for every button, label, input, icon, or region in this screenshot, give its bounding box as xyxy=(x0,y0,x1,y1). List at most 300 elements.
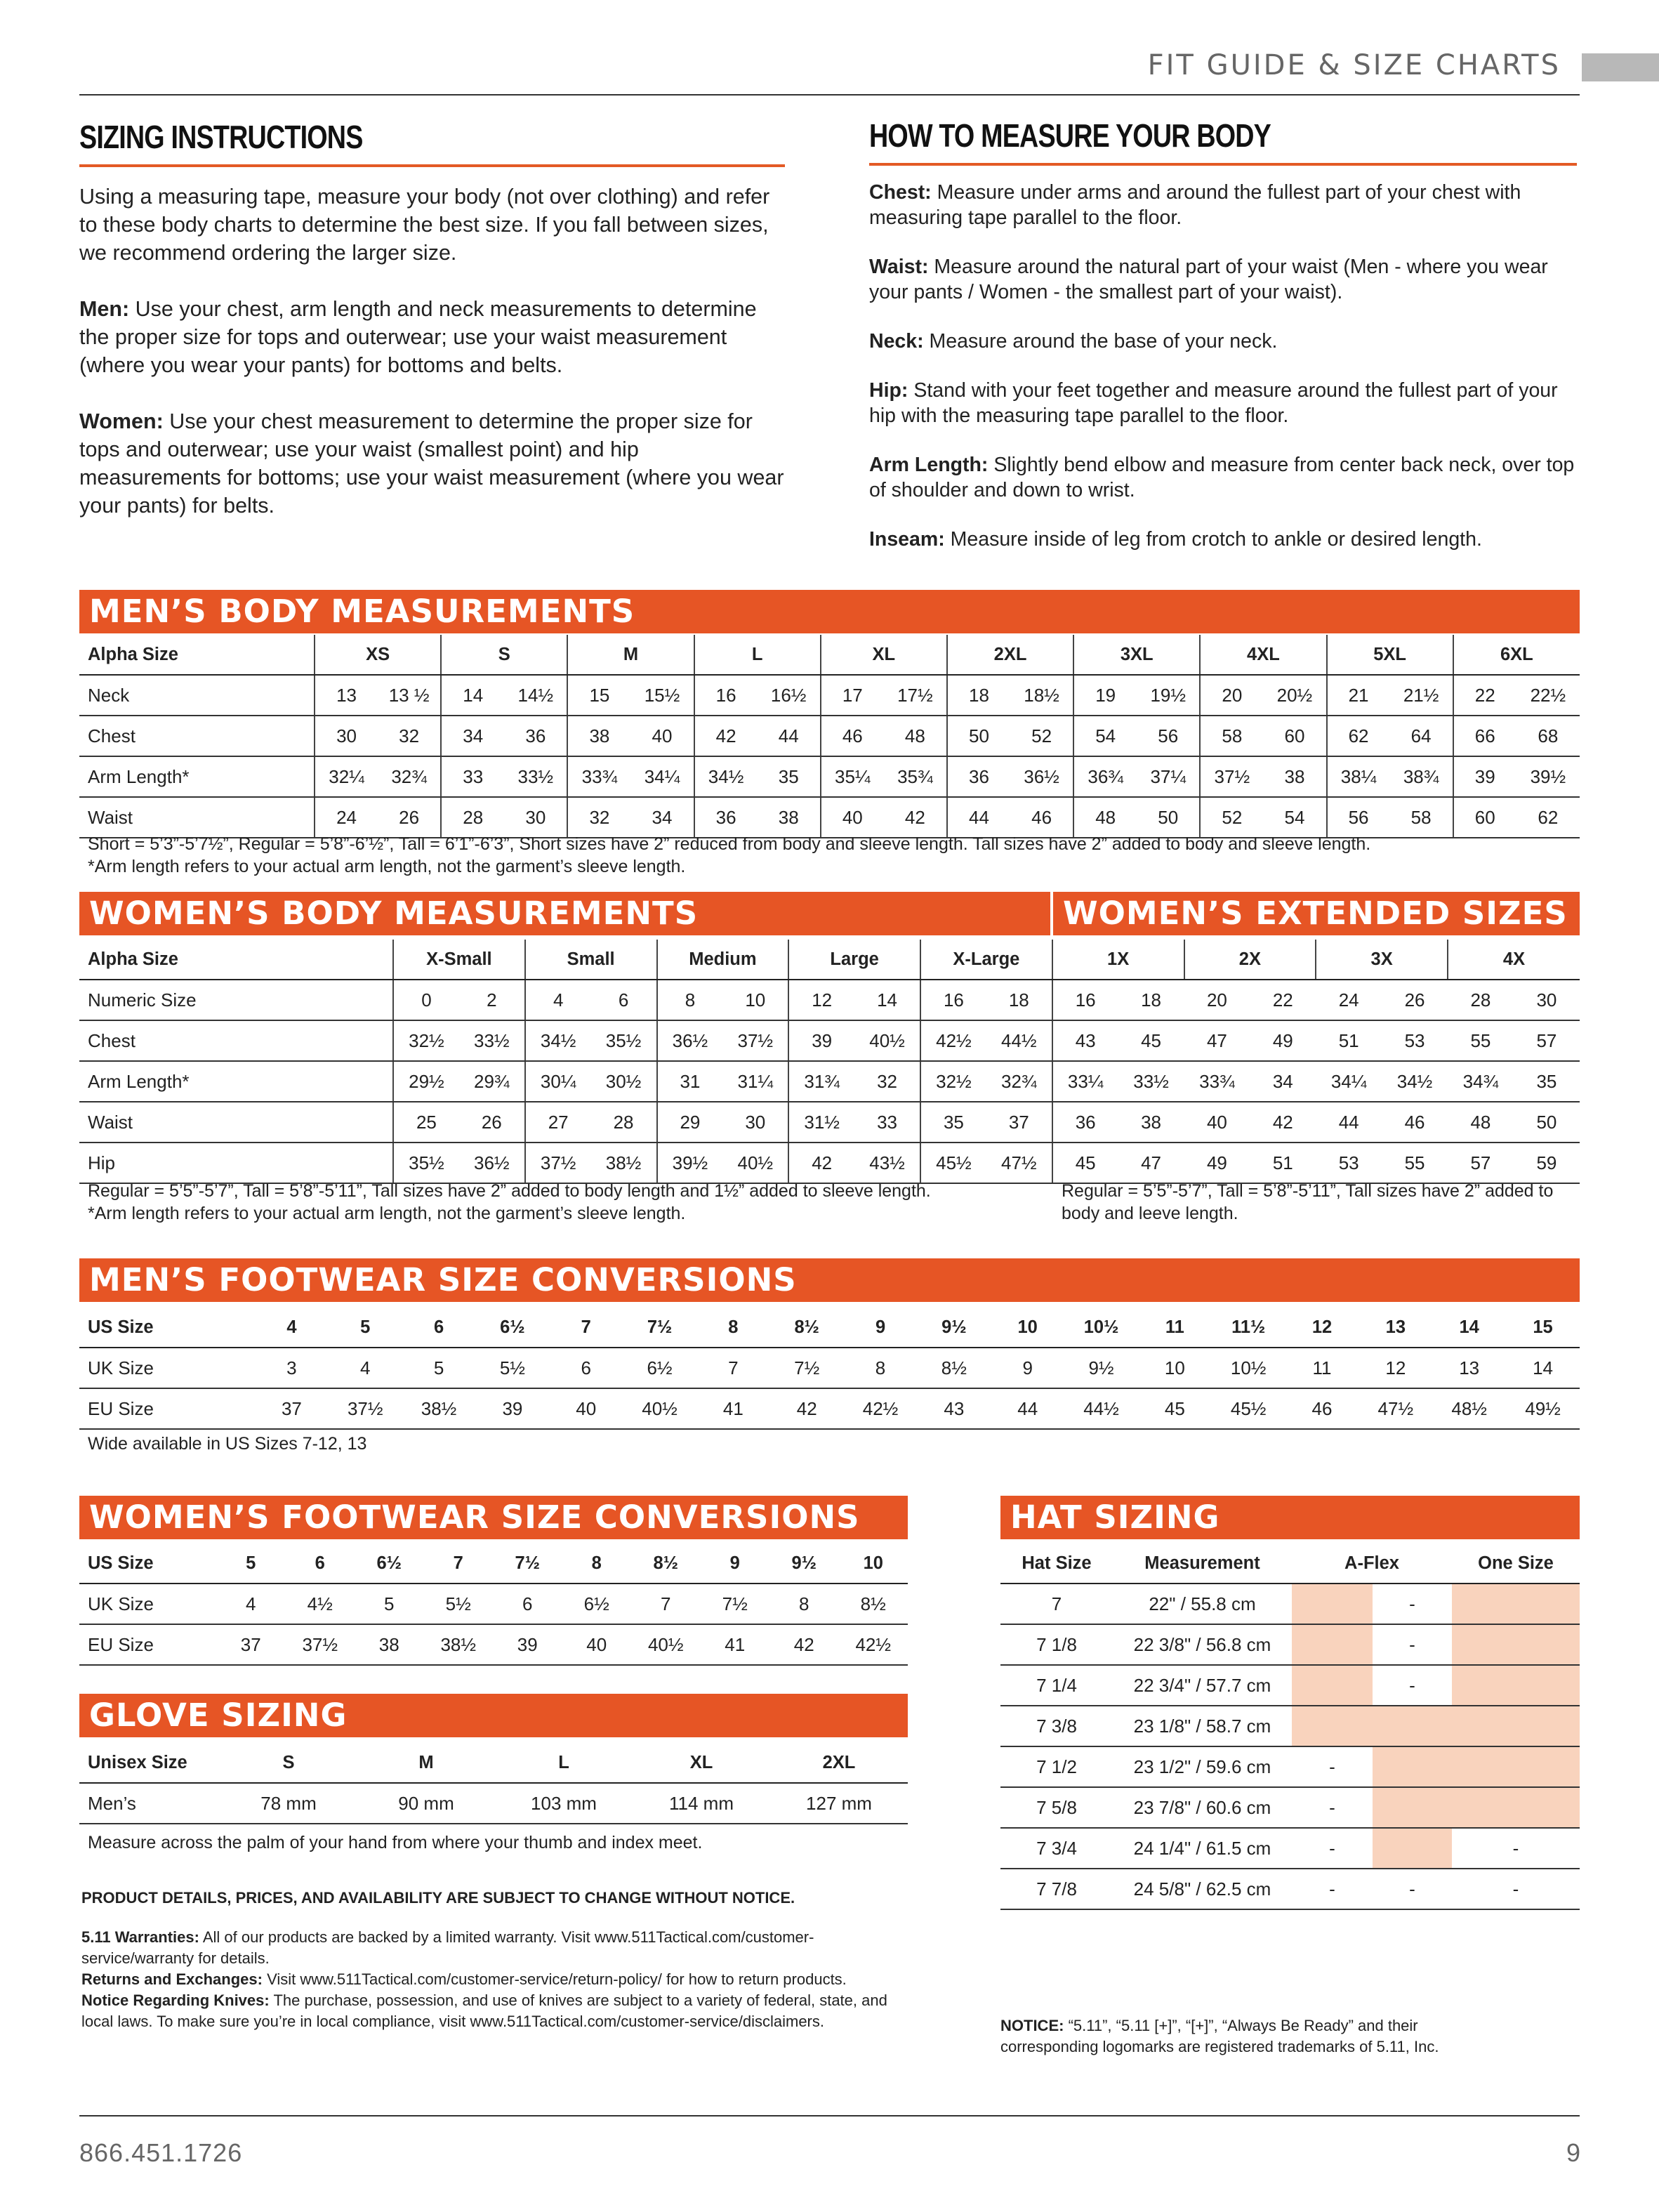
table-cell: 48 xyxy=(884,716,947,756)
hat-one-size: - xyxy=(1452,1869,1580,1909)
size-header: Medium xyxy=(657,940,789,980)
table-cell: 13 xyxy=(315,675,378,716)
extended-cell: 35 xyxy=(1514,1061,1580,1102)
table-cell: 25 xyxy=(393,1102,459,1143)
table-cell: 39 xyxy=(475,1388,549,1429)
sizing-heading: SIZING INSTRUCTIONS xyxy=(79,119,363,155)
extended-cell: 40 xyxy=(1184,1102,1250,1143)
table-cell: 38 xyxy=(758,797,821,838)
womens-body-notes xyxy=(88,1180,1050,1225)
row-label: US Size xyxy=(79,1308,255,1348)
size-header: S xyxy=(220,1743,357,1783)
hat-one-size xyxy=(1452,1746,1580,1787)
extended-cell: 53 xyxy=(1316,1143,1382,1183)
table-cell: 56 xyxy=(1137,716,1200,756)
table-cell: 44 xyxy=(947,797,1010,838)
hat-aflex-a: - xyxy=(1292,1787,1373,1828)
table-cell: 40½ xyxy=(623,1388,696,1429)
table-cell: 35¼ xyxy=(821,756,884,797)
table-cell: 40 xyxy=(562,1624,632,1665)
table-cell: 37½ xyxy=(722,1020,788,1061)
table-cell: 41 xyxy=(696,1388,770,1429)
extended-cell: 45 xyxy=(1052,1143,1118,1183)
table-cell: 39 xyxy=(788,1020,854,1061)
table-cell: 2 xyxy=(459,980,525,1020)
hat-size: 7 7/8 xyxy=(1000,1869,1113,1909)
size-header: 3XL xyxy=(1073,635,1200,675)
table-cell: 38 xyxy=(355,1624,424,1665)
table-cell: 45½ xyxy=(920,1143,986,1183)
table-cell: 48 xyxy=(1073,797,1137,838)
table-cell: 43 xyxy=(917,1388,991,1429)
table-cell: 33½ xyxy=(504,756,567,797)
table-cell: 28 xyxy=(591,1102,657,1143)
table-cell: 68 xyxy=(1516,716,1580,756)
table-cell: 7½ xyxy=(623,1308,696,1348)
table-cell: 13 xyxy=(1359,1308,1432,1348)
table-cell: 43½ xyxy=(854,1143,920,1183)
table-cell: 34½ xyxy=(694,756,758,797)
table-cell: 11 xyxy=(1285,1348,1359,1388)
table-cell: 66 xyxy=(1453,716,1516,756)
hat-aflex-a xyxy=(1292,1584,1373,1624)
table-cell: 37½ xyxy=(329,1388,402,1429)
table-cell: 48½ xyxy=(1432,1388,1506,1429)
table-cell: 32 xyxy=(378,716,441,756)
hat-measure: 23 7/8" / 60.6 cm xyxy=(1113,1787,1292,1828)
glove-header-label: Unisex Size xyxy=(79,1743,220,1783)
table-cell: 15 xyxy=(1506,1308,1580,1348)
table-cell: 13 xyxy=(1432,1348,1506,1388)
extended-cell: 47 xyxy=(1184,1020,1250,1061)
table-cell: 50 xyxy=(947,716,1010,756)
table-cell: 42½ xyxy=(920,1020,986,1061)
table-cell: 10 xyxy=(1138,1348,1212,1388)
legal-caps: PRODUCT DETAILS, PRICES, AND AVAILABILITY ARE SUBJECT TO CHANGE WITHOUT NOTICE. xyxy=(81,1889,795,1907)
size-header: Small xyxy=(525,940,657,980)
hat-aflex-b: - xyxy=(1373,1624,1452,1665)
row-label: UK Size xyxy=(79,1584,216,1624)
hat-one-size xyxy=(1452,1706,1580,1746)
mens-footwear-banner: MEN’S FOOTWEAR SIZE CONVERSIONS xyxy=(79,1258,1580,1302)
hat-header-aflex: A-Flex xyxy=(1292,1543,1452,1584)
table-cell: 17½ xyxy=(884,675,947,716)
row-label: UK Size xyxy=(79,1348,255,1388)
table-cell: 10 xyxy=(722,980,788,1020)
table-row xyxy=(1000,1584,1580,1624)
table-cell: 8½ xyxy=(917,1348,991,1388)
table-cell: 36 xyxy=(504,716,567,756)
table-cell: 8½ xyxy=(839,1584,908,1624)
table-cell: 64 xyxy=(1390,716,1453,756)
table-cell: 39 xyxy=(1453,756,1516,797)
table-cell: 54 xyxy=(1263,797,1326,838)
glove-banner: GLOVE SIZING xyxy=(79,1694,908,1737)
hat-header-size: Hat Size xyxy=(1000,1543,1113,1584)
extended-size-header: 3X xyxy=(1316,940,1448,980)
womens-body-table xyxy=(79,940,1580,1184)
table-cell: 0 xyxy=(393,980,459,1020)
table-cell: 11 xyxy=(1138,1308,1212,1348)
table-cell: 21 xyxy=(1327,675,1390,716)
table-cell: 38½ xyxy=(402,1388,476,1429)
table-cell: 35½ xyxy=(393,1143,459,1183)
table-cell: 8½ xyxy=(770,1308,844,1348)
hat-aflex-b xyxy=(1373,1828,1452,1869)
size-header: X-Large xyxy=(920,940,1052,980)
table-row xyxy=(79,1308,1580,1348)
table-cell: 42 xyxy=(694,716,758,756)
legal-warranty: 5.11 Warranties: All of our products are backed by a limited warranty. Visit www.511Tactical.com/customer-service/warranty for details. xyxy=(81,1928,814,1967)
hat-banner: HAT SIZING xyxy=(1000,1496,1580,1539)
table-row xyxy=(79,1624,908,1665)
table-cell: 34 xyxy=(630,797,694,838)
table-cell: 45 xyxy=(1138,1388,1212,1429)
hat-table xyxy=(1000,1543,1580,1910)
extended-cell: 45 xyxy=(1118,1020,1184,1061)
size-header: M xyxy=(357,1743,495,1783)
table-cell: 40 xyxy=(821,797,884,838)
table-cell: 35 xyxy=(758,756,821,797)
table-cell: 38 xyxy=(567,716,630,756)
extended-cell: 57 xyxy=(1514,1020,1580,1061)
howto-rule xyxy=(869,163,1577,166)
row-label: Arm Length* xyxy=(79,756,315,797)
table-cell: 8 xyxy=(657,980,723,1020)
table-cell: 52 xyxy=(1010,716,1073,756)
footer-phone: 866.451.1726 xyxy=(79,2138,243,2167)
mens-body-banner: MEN’S BODY MEASUREMENTS xyxy=(79,590,1580,633)
table-cell: 4½ xyxy=(286,1584,355,1624)
sizing-intro: Using a measuring tape, measure your body (not over clothing) and refer to these body charts to determine the best size. If you fall between sizes, we recommend ordering the larger size. xyxy=(79,185,770,265)
how-to-measure xyxy=(869,117,1577,576)
table-cell: 29½ xyxy=(393,1061,459,1102)
table-cell: 44 xyxy=(758,716,821,756)
glove-table xyxy=(79,1743,908,1824)
table-cell: 38½ xyxy=(591,1143,657,1183)
table-cell: 40½ xyxy=(631,1624,701,1665)
size-header: L xyxy=(495,1743,633,1783)
table-cell: 42 xyxy=(770,1388,844,1429)
table-cell: 39½ xyxy=(657,1143,723,1183)
extended-cell: 50 xyxy=(1514,1102,1580,1143)
hat-aflex-b xyxy=(1373,1706,1452,1746)
extended-cell: 26 xyxy=(1382,980,1448,1020)
table-cell: 18 xyxy=(986,980,1052,1020)
table-cell: 6 xyxy=(591,980,657,1020)
table-cell: 36 xyxy=(694,797,758,838)
hat-size: 7 1/2 xyxy=(1000,1746,1113,1787)
header-divider xyxy=(79,94,1580,96)
extended-cell: 28 xyxy=(1448,980,1514,1020)
table-cell: 7 xyxy=(631,1584,701,1624)
table-row xyxy=(79,1102,1580,1143)
table-cell: 60 xyxy=(1453,797,1516,838)
hat-aflex-a xyxy=(1292,1665,1373,1706)
table-cell: 9½ xyxy=(1064,1348,1138,1388)
table-cell: 6½ xyxy=(355,1543,424,1584)
table-cell: 35½ xyxy=(591,1020,657,1061)
hat-size: 7 1/4 xyxy=(1000,1665,1113,1706)
hat-measure: 24 5/8" / 62.5 cm xyxy=(1113,1869,1292,1909)
hat-one-size: - xyxy=(1452,1828,1580,1869)
table-row xyxy=(1000,1706,1580,1746)
table-cell: 37 xyxy=(986,1102,1052,1143)
extended-cell: 20 xyxy=(1184,980,1250,1020)
table-cell: 46 xyxy=(821,716,884,756)
table-cell: 26 xyxy=(378,797,441,838)
hat-size: 7 xyxy=(1000,1584,1113,1624)
table-cell: 31¼ xyxy=(722,1061,788,1102)
extended-cell: 51 xyxy=(1316,1020,1382,1061)
table-cell: 9 xyxy=(991,1348,1064,1388)
table-row xyxy=(79,1584,908,1624)
table-cell: 28 xyxy=(441,797,504,838)
table-cell: 6½ xyxy=(562,1584,632,1624)
table-cell: 19½ xyxy=(1137,675,1200,716)
table-row xyxy=(79,716,1580,756)
table-cell: 42½ xyxy=(844,1388,918,1429)
table-cell: 8 xyxy=(844,1348,918,1388)
hat-one-size xyxy=(1452,1665,1580,1706)
table-cell: 39½ xyxy=(1516,756,1580,797)
table-cell: 36½ xyxy=(657,1020,723,1061)
row-label: Numeric Size xyxy=(79,980,393,1020)
hat-aflex-b: - xyxy=(1373,1869,1452,1909)
table-cell: 12 xyxy=(1285,1308,1359,1348)
table-row xyxy=(79,1388,1580,1429)
extended-size-header: 4X xyxy=(1448,940,1580,980)
table-cell: 5 xyxy=(329,1308,402,1348)
hat-header-measure: Measurement xyxy=(1113,1543,1292,1584)
extended-cell: 33¾ xyxy=(1184,1061,1250,1102)
womens-note-1: Regular = 5’5”-5’7”, Tall = 5’8”-5’11”, Tall sizes have 2” added to body length and 1½” added to sleeve length. xyxy=(88,1181,931,1201)
extended-cell: 59 xyxy=(1514,1143,1580,1183)
table-cell: 40 xyxy=(549,1388,623,1429)
table-cell: 27 xyxy=(525,1102,591,1143)
table-cell: 36½ xyxy=(459,1143,525,1183)
table-cell: 14½ xyxy=(504,675,567,716)
table-cell: 18½ xyxy=(1010,675,1073,716)
table-cell: 9½ xyxy=(917,1308,991,1348)
table-cell: 56 xyxy=(1327,797,1390,838)
extended-cell: 34¼ xyxy=(1316,1061,1382,1102)
womens-footwear-banner: WOMEN’S FOOTWEAR SIZE CONVERSIONS xyxy=(79,1496,908,1539)
row-label: Men’s xyxy=(79,1783,220,1824)
table-cell: 36½ xyxy=(1010,756,1073,797)
table-cell: 5 xyxy=(402,1348,476,1388)
sizing-rule xyxy=(79,164,785,167)
table-cell: 4 xyxy=(216,1584,286,1624)
table-cell: 38½ xyxy=(424,1624,494,1665)
table-cell: 50 xyxy=(1137,797,1200,838)
hat-size: 7 3/8 xyxy=(1000,1706,1113,1746)
table-cell: 7 xyxy=(696,1348,770,1388)
table-cell: 22 xyxy=(1453,675,1516,716)
row-label: Chest xyxy=(79,1020,393,1061)
extended-cell: 38 xyxy=(1118,1102,1184,1143)
table-cell: 33 xyxy=(441,756,504,797)
extended-cell: 53 xyxy=(1382,1020,1448,1061)
size-header: XL xyxy=(821,635,947,675)
table-cell: 41 xyxy=(701,1624,770,1665)
table-cell: 52 xyxy=(1200,797,1263,838)
table-cell: 32½ xyxy=(393,1020,459,1061)
table-row xyxy=(79,675,1580,716)
table-cell: 17 xyxy=(821,675,884,716)
hat-aflex-b xyxy=(1373,1787,1452,1828)
table-cell: 22½ xyxy=(1516,675,1580,716)
hat-aflex-a: - xyxy=(1292,1869,1373,1909)
table-cell: 35¾ xyxy=(884,756,947,797)
table-cell: 19 xyxy=(1073,675,1137,716)
table-cell: 8 xyxy=(696,1308,770,1348)
extended-cell: 51 xyxy=(1250,1143,1316,1183)
extended-cell: 49 xyxy=(1250,1020,1316,1061)
table-cell: 12 xyxy=(788,980,854,1020)
table-cell: 30¼ xyxy=(525,1061,591,1102)
table-row xyxy=(1000,1624,1580,1665)
header-accent-bar xyxy=(1582,53,1659,81)
table-cell: 31½ xyxy=(788,1102,854,1143)
table-cell: 49½ xyxy=(1506,1388,1580,1429)
hat-size: 7 1/8 xyxy=(1000,1624,1113,1665)
table-cell: 16 xyxy=(694,675,758,716)
table-cell: 4 xyxy=(525,980,591,1020)
table-cell: 40½ xyxy=(854,1020,920,1061)
mens-header-label: Alpha Size xyxy=(79,635,315,675)
womens-ext-note-2: body and leeve length. xyxy=(1062,1204,1238,1223)
table-row xyxy=(79,1348,1580,1388)
table-cell: 29¾ xyxy=(459,1061,525,1102)
table-cell: 10 xyxy=(839,1543,908,1584)
table-cell: 6 xyxy=(493,1584,562,1624)
hat-measure: 22 3/4" / 57.7 cm xyxy=(1113,1665,1292,1706)
mens-footwear-note: Wide available in US Sizes 7-12, 13 xyxy=(88,1434,367,1454)
table-row xyxy=(1000,1665,1580,1706)
table-cell: 6 xyxy=(286,1543,355,1584)
table-cell: 6½ xyxy=(475,1308,549,1348)
table-cell: 44½ xyxy=(986,1020,1052,1061)
table-cell: 58 xyxy=(1390,797,1453,838)
table-cell: 42½ xyxy=(839,1624,908,1665)
table-cell: 14 xyxy=(854,980,920,1020)
table-cell: 37½ xyxy=(286,1624,355,1665)
table-cell: 78 mm xyxy=(220,1783,357,1824)
womens-body-banner: WOMEN’S BODY MEASUREMENTS xyxy=(79,892,1050,935)
table-cell: 21½ xyxy=(1390,675,1453,716)
table-cell: 90 mm xyxy=(357,1783,495,1824)
glove-note: Measure across the palm of your hand from where your thumb and index meet. xyxy=(88,1833,703,1852)
table-cell: 62 xyxy=(1516,797,1580,838)
legal-notice: NOTICE: “5.11”, “5.11 [+]”, “[+]”, “Always Be Ready” and their corresponding logomarks are registered trademarks of 5.11, Inc. xyxy=(1000,2017,1439,2055)
table-cell: 46 xyxy=(1285,1388,1359,1429)
table-row xyxy=(1000,1828,1580,1869)
extended-cell: 16 xyxy=(1052,980,1118,1020)
table-cell: 26 xyxy=(459,1102,525,1143)
extended-cell: 30 xyxy=(1514,980,1580,1020)
table-cell: 14 xyxy=(1506,1348,1580,1388)
table-cell: 37 xyxy=(216,1624,286,1665)
extended-cell: 36 xyxy=(1052,1102,1118,1143)
howto-inseam: Inseam: Measure inside of leg from crotch to ankle or desired length. xyxy=(869,528,1482,551)
table-cell: 34½ xyxy=(525,1020,591,1061)
table-cell: 9 xyxy=(844,1308,918,1348)
womens-header-label: Alpha Size xyxy=(79,940,393,980)
table-cell: 42 xyxy=(769,1624,839,1665)
extended-cell: 55 xyxy=(1382,1143,1448,1183)
page-header-title: FIT GUIDE & SIZE CHARTS xyxy=(1147,49,1561,81)
row-label: Waist xyxy=(79,797,315,838)
row-label: US Size xyxy=(79,1543,216,1584)
extended-cell: 48 xyxy=(1448,1102,1514,1143)
table-cell: 12 xyxy=(1359,1348,1432,1388)
table-cell: 14 xyxy=(1432,1308,1506,1348)
table-cell: 30½ xyxy=(591,1061,657,1102)
table-cell: 32½ xyxy=(920,1061,986,1102)
extended-cell: 22 xyxy=(1250,980,1316,1020)
table-cell: 32 xyxy=(567,797,630,838)
table-cell: 15½ xyxy=(630,675,694,716)
hat-measure: 24 1/4" / 61.5 cm xyxy=(1113,1828,1292,1869)
howto-arm: Arm Length: Slightly bend elbow and measure from center back neck, over top of shoulder and down to wrist. xyxy=(869,454,1575,501)
size-header: 6XL xyxy=(1453,635,1580,675)
size-header: XS xyxy=(315,635,441,675)
extended-cell: 47 xyxy=(1118,1143,1184,1183)
extended-cell: 46 xyxy=(1382,1102,1448,1143)
extended-cell: 18 xyxy=(1118,980,1184,1020)
table-cell: 7½ xyxy=(493,1543,562,1584)
table-cell: 34 xyxy=(441,716,504,756)
table-cell: 7 xyxy=(549,1308,623,1348)
table-cell: 32¼ xyxy=(315,756,378,797)
hat-one-size xyxy=(1452,1624,1580,1665)
table-cell: 38¼ xyxy=(1327,756,1390,797)
extended-cell: 44 xyxy=(1316,1102,1382,1143)
extended-cell: 43 xyxy=(1052,1020,1118,1061)
table-cell: 10 xyxy=(991,1308,1064,1348)
table-cell: 15 xyxy=(567,675,630,716)
table-cell: 34¼ xyxy=(630,756,694,797)
row-label: EU Size xyxy=(79,1624,216,1665)
extended-cell: 33½ xyxy=(1118,1061,1184,1102)
table-cell: 44 xyxy=(991,1388,1064,1429)
table-row xyxy=(79,1143,1580,1183)
womens-note-2: *Arm length refers to your actual arm length, not the garment’s sleeve length. xyxy=(88,1204,686,1223)
extended-cell: 34¾ xyxy=(1448,1061,1514,1102)
row-label: Neck xyxy=(79,675,315,716)
size-header: 4XL xyxy=(1200,635,1326,675)
table-cell: 58 xyxy=(1200,716,1263,756)
extended-size-header: 2X xyxy=(1184,940,1316,980)
size-header: S xyxy=(441,635,567,675)
howto-neck: Neck: Measure around the base of your neck. xyxy=(869,330,1278,353)
extended-cell: 33¼ xyxy=(1052,1061,1118,1102)
hat-aflex-b xyxy=(1373,1746,1452,1787)
table-row xyxy=(79,797,1580,838)
extended-size-header: 1X xyxy=(1052,940,1184,980)
table-cell: 18 xyxy=(947,675,1010,716)
table-row xyxy=(79,1020,1580,1061)
hat-measure: 22" / 55.8 cm xyxy=(1113,1584,1292,1624)
mens-body-table xyxy=(79,635,1580,838)
table-cell: 42 xyxy=(884,797,947,838)
table-cell: 14 xyxy=(441,675,504,716)
table-row xyxy=(79,756,1580,797)
table-cell: 7 xyxy=(424,1543,494,1584)
hat-aflex-a: - xyxy=(1292,1746,1373,1787)
hat-size: 7 5/8 xyxy=(1000,1787,1113,1828)
